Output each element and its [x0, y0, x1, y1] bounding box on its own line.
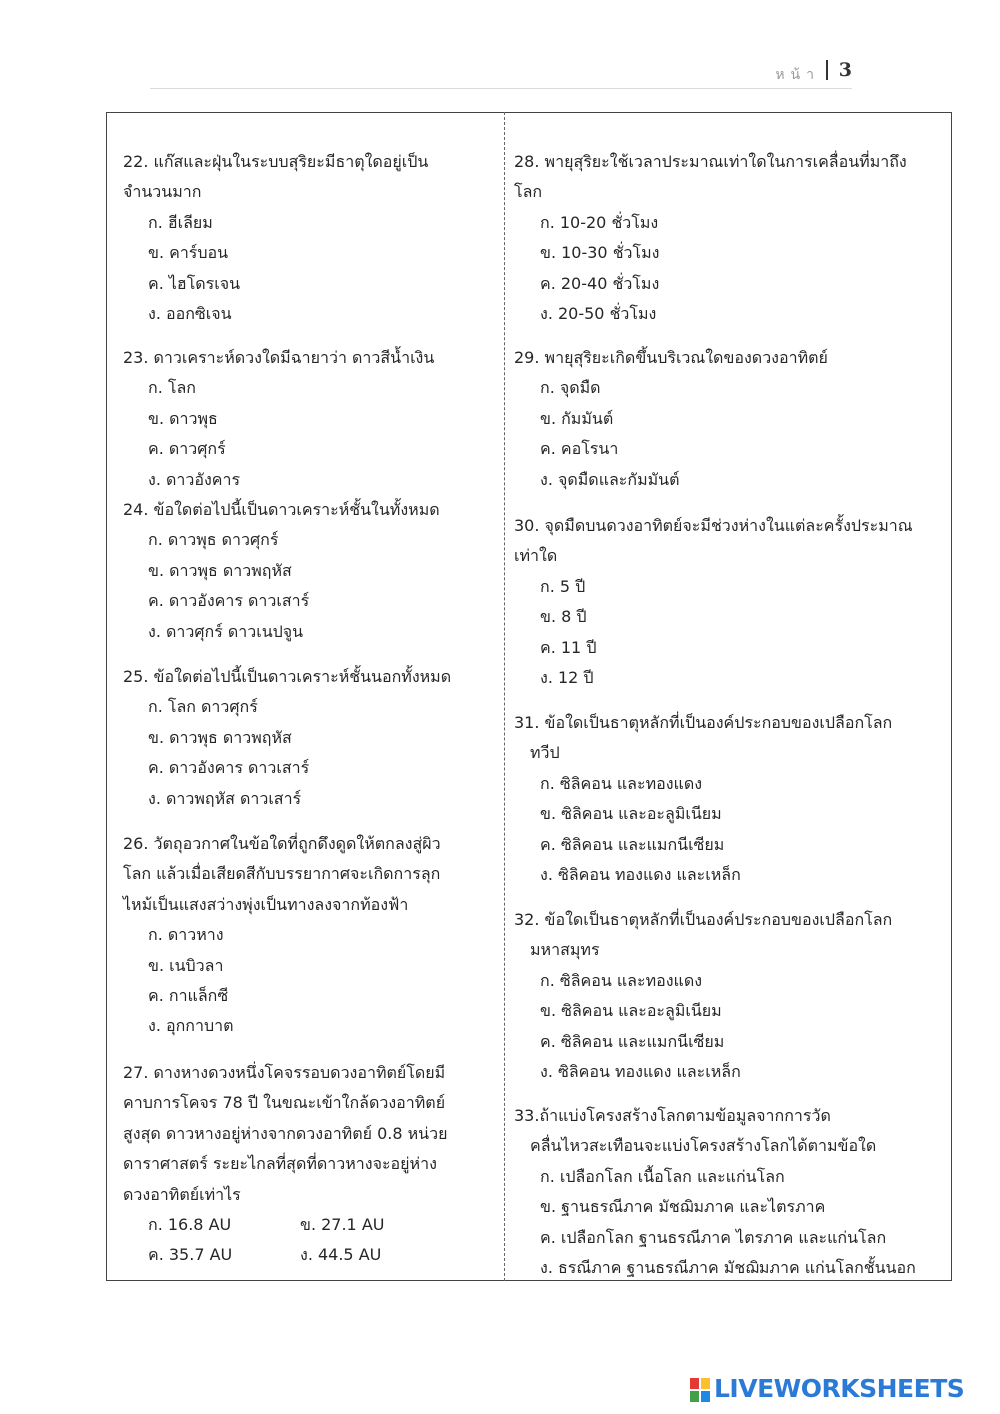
answer-option[interactable]: ค. ซิลิคอน และแมกนีเซียม — [540, 834, 725, 854]
answer-option[interactable]: ค. 35.7 AU — [148, 1245, 233, 1265]
question-text: 29. พายุสุริยะเกิดขึ้นบริเวณใดของดวงอาทิตย์ — [514, 348, 828, 367]
answer-option[interactable]: ข. ดาวพุธ ดาวพฤหัส — [148, 727, 292, 747]
answer-option[interactable]: ง. ดาวศุกร์ ดาวเนปจูน — [148, 621, 304, 641]
answer-option[interactable]: ข. คาร์บอน — [148, 243, 229, 263]
question-text: ดวงอาทิตย์เท่าไร — [123, 1184, 241, 1204]
answer-option[interactable]: ง. ธรณีภาค ฐานธรณีภาค มัชฌิมภาค แก่นโลกชั้นนอก — [540, 1258, 916, 1277]
logo-icon — [690, 1378, 710, 1402]
answer-option[interactable]: ก. ซิลิคอน และทองแดง — [540, 970, 703, 990]
answer-option[interactable]: ง. 12 ปี — [540, 668, 594, 687]
logo-text: LIVEWORKSHEETS — [714, 1374, 965, 1403]
question-text: 23. ดาวเคราะห์ดวงใดมีฉายาว่า ดาวสีน้ำเงิน — [123, 348, 435, 367]
page-header — [150, 58, 852, 89]
question-text: 24. ข้อใดต่อไปนี้เป็นดาวเคราะห์ชั้นในทั้งหมด — [123, 500, 440, 519]
answer-option[interactable]: ก. โลก — [148, 378, 196, 398]
answer-option[interactable]: ค. กาแล็กซี — [148, 986, 229, 1005]
answer-option[interactable]: ก. ดาวพุธ ดาวศุกร์ — [148, 530, 279, 550]
answer-option[interactable]: ค. ซิลิคอน และแมกนีเซียม — [540, 1031, 725, 1051]
answer-option[interactable]: ก. เปลือกโลก เนื้อโลก และแก่นโลก — [540, 1166, 785, 1186]
question-text: ดาราศาสตร์ ระยะไกลที่สุดที่ดาวหางจะอยู่ห่าง — [123, 1154, 437, 1174]
question-text: 28. พายุสุริยะใช้เวลาประมาณเท่าใดในการเคลื่อนที่มาถึง — [514, 152, 907, 171]
answer-option[interactable]: ข. ดาวพุธ ดาวพฤหัส — [148, 560, 292, 580]
answer-option[interactable]: ก. 10-20 ชั่วโมง — [540, 212, 659, 232]
answer-option[interactable]: ข. กัมมันต์ — [540, 408, 614, 428]
answer-option[interactable]: ค. ดาวอังคาร ดาวเสาร์ — [148, 591, 310, 611]
answer-option[interactable]: ค. ดาวศุกร์ — [148, 439, 226, 459]
answer-option[interactable]: ค. คอโรนา — [540, 439, 619, 459]
liveworksheets-logo[interactable] — [690, 1372, 990, 1406]
question-text: มหาสมุทร — [530, 940, 600, 960]
question-text: จำนวนมาก — [123, 182, 202, 202]
question-text: 27. ดางหางดวงหนึ่งโคจรรอบดวงอาทิตย์โดยมี — [123, 1063, 446, 1082]
page-label: หน้า — [775, 67, 820, 83]
question-text: ทวีป — [530, 743, 560, 763]
answer-option[interactable]: ข. 8 ปี — [540, 607, 587, 627]
answer-option[interactable]: ง. อุกกาบาต — [148, 1016, 234, 1036]
answer-option[interactable]: ค. 20-40 ชั่วโมง — [540, 273, 660, 293]
answer-option[interactable]: ข. ฐานธรณีภาค มัชฌิมภาค และไตรภาค — [540, 1197, 826, 1217]
answer-option[interactable]: ข. 27.1 AU — [300, 1215, 385, 1234]
question-text: 25. ข้อใดต่อไปนี้เป็นดาวเคราะห์ชั้นนอกทั้งหมด — [123, 667, 452, 686]
answer-option[interactable]: ง. ออกซิเจน — [148, 304, 232, 323]
answer-option[interactable]: ข. ซิลิคอน และอะลูมิเนียม — [540, 1001, 722, 1021]
answer-option[interactable]: ค. เปลือกโลก ฐานธรณีภาค ไตรภาค และแก่นโลก — [540, 1227, 887, 1247]
answer-option[interactable]: ก. 16.8 AU — [148, 1215, 232, 1234]
answer-option[interactable]: ค. ไฮโดรเจน — [148, 273, 241, 293]
answer-option[interactable]: ง. 20-50 ชั่วโมง — [540, 304, 657, 323]
answer-option[interactable]: ง. ซิลิคอน ทองแดง และเหล็ก — [540, 1062, 741, 1081]
answer-option[interactable]: ง. 44.5 AU — [300, 1245, 382, 1265]
question-text: เท่าใด — [514, 546, 558, 566]
answer-option[interactable]: ง. จุดมืดและกัมมันต์ — [540, 469, 680, 489]
question-text: โลก — [514, 182, 543, 202]
answer-option[interactable]: ข. ซิลิคอน และอะลูมิเนียม — [540, 804, 722, 824]
question-text: 30. จุดมืดบนดวงอาทิตย์จะมีช่วงห่างในแต่ละครั้งประมาณ — [514, 516, 913, 535]
answer-option[interactable]: ข. ดาวพุธ — [148, 408, 218, 428]
answer-option[interactable]: ก. ดาวหาง — [148, 925, 224, 945]
question-text: 26. วัตถุอวกาศในข้อใดที่ถูกดึงดูดให้ตกลงสู่ผิว — [123, 834, 441, 853]
question-text: 22. แก๊สและฝุ่นในระบบสุริยะมีธาตุใดอยู่เป็น — [123, 152, 429, 171]
answer-option[interactable]: ง. ซิลิคอน ทองแดง และเหล็ก — [540, 865, 741, 884]
question-text: 31. ข้อใดเป็นธาตุหลักที่เป็นองค์ประกอบของเปลือกโลก — [514, 713, 893, 732]
question-text: สูงสุด ดาวหางอยู่ห่างจากดวงอาทิตย์ 0.8 หน่วย — [123, 1123, 448, 1143]
answer-option[interactable]: ข. เนบิวลา — [148, 955, 224, 975]
answer-option[interactable]: ง. ดาวอังคาร — [148, 469, 241, 489]
question-text: 32. ข้อใดเป็นธาตุหลักที่เป็นองค์ประกอบของเปลือกโลก — [514, 910, 893, 929]
question-text: 33.ถ้าแบ่งโครงสร้างโลกตามข้อมูลจากการวัด — [514, 1106, 831, 1125]
answer-option[interactable]: ค. 11 ปี — [540, 637, 597, 657]
answer-option[interactable]: ก. ฮีเลียม — [148, 212, 213, 232]
question-text: โลก แล้วเมื่อเสียดสีกับบรรยากาศจะเกิดการลุก — [123, 864, 441, 884]
answer-option[interactable]: ง. ดาวพฤหัส ดาวเสาร์ — [148, 788, 302, 808]
question-text: คาบการโคจร 78 ปี ในขณะเข้าใกล้ดวงอาทิตย์ — [123, 1093, 446, 1113]
question-text: คลื่นไหวสะเทือนจะแบ่งโครงสร้างโลกได้ตามข้อใด — [530, 1136, 877, 1156]
answer-option[interactable]: ก. จุดมืด — [540, 378, 601, 398]
answer-option[interactable]: ก. 5 ปี — [540, 576, 586, 596]
question-text: ไหม้เป็นแสงสว่างพุ่งเป็นทางลงจากท้องฟ้า — [123, 894, 409, 914]
answer-option[interactable]: ค. ดาวอังคาร ดาวเสาร์ — [148, 758, 310, 778]
page-number: 3 — [838, 59, 852, 81]
column-divider — [504, 112, 505, 1281]
page-separator — [826, 60, 828, 80]
answer-option[interactable]: ข. 10-30 ชั่วโมง — [540, 243, 660, 263]
answer-option[interactable]: ก. ซิลิคอน และทองแดง — [540, 773, 703, 793]
answer-option[interactable]: ก. โลก ดาวศุกร์ — [148, 697, 258, 717]
